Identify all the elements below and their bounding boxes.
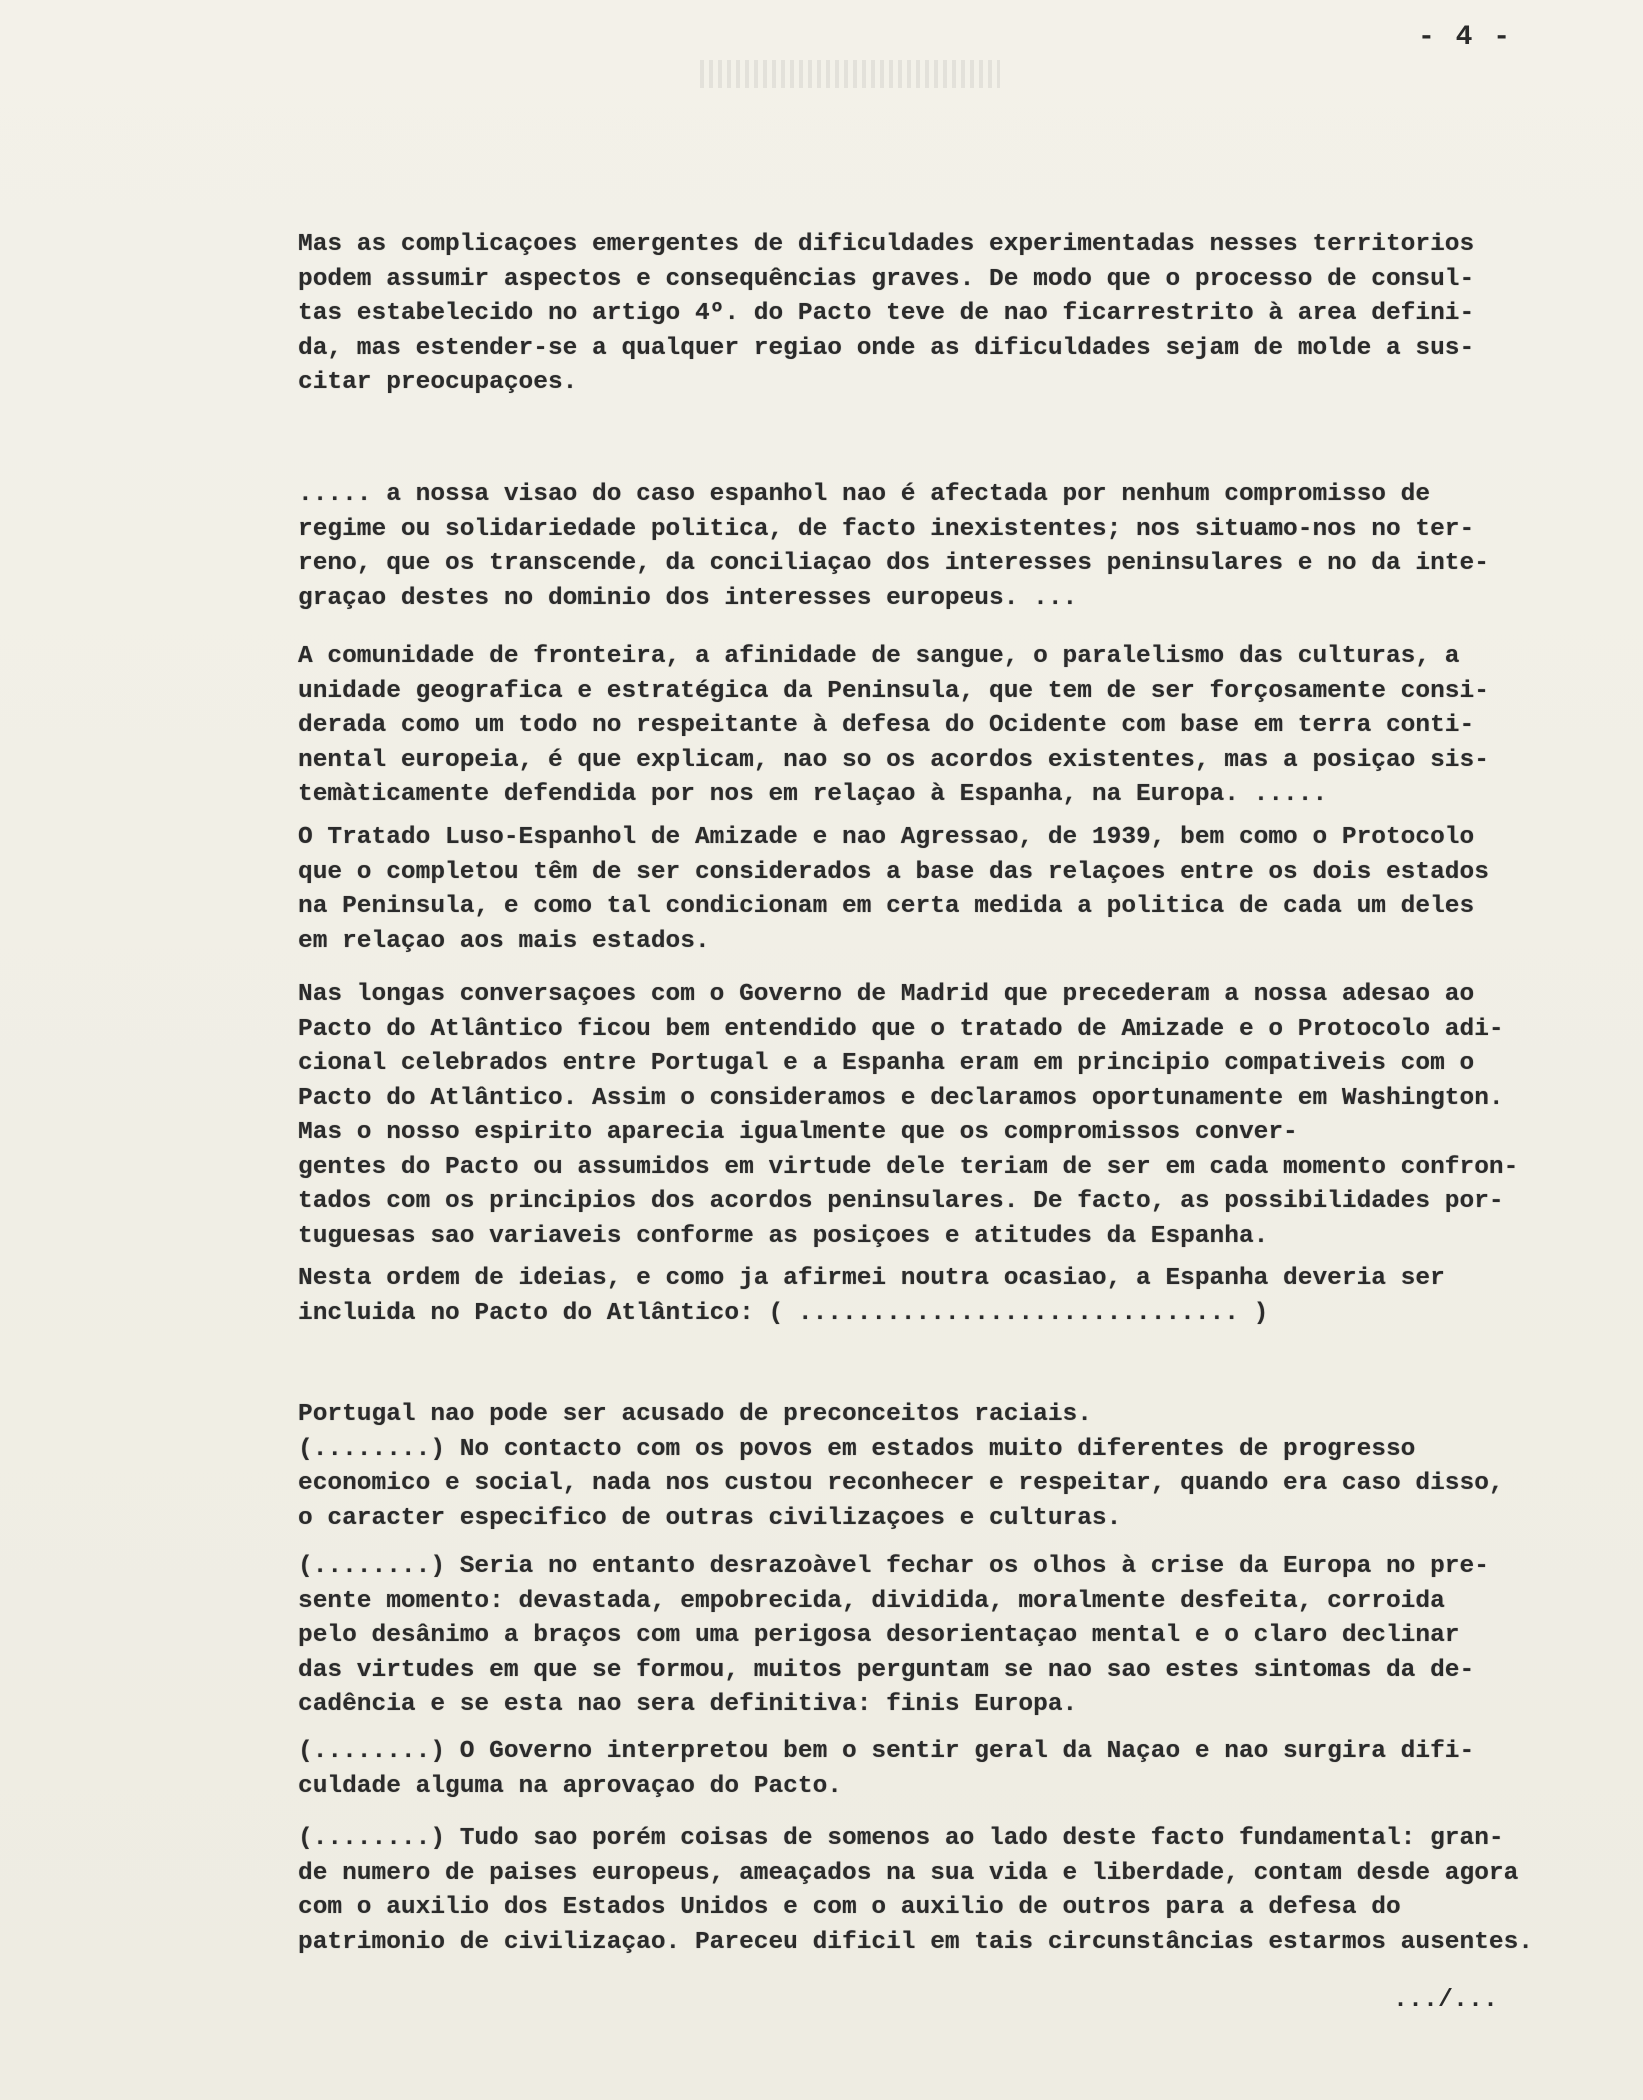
paragraph-5 [298,978,1608,1254]
text-line: tados com os principios dos acordos peninsulares. De facto, as possibilidades por- [298,1188,1504,1215]
text-line: Pacto do Atlântico. Assim o consideramos e declaramos oportunamente em Washington. [298,1084,1504,1112]
text-line: com o auxilio dos Estados Unidos e com o auxilio de outros para a defesa do [298,1894,1401,1921]
faint-stamp-mark [700,60,1000,88]
text-line: (........) Seria no entanto desrazoàvel fechar os olhos à crise da Europa no pre- [298,1553,1489,1580]
text-line: nental europeia, é que explicam, nao so os acordos existentes, mas a posiçao sis- [298,746,1489,774]
text-line: das virtudes em que se formou, muitos perguntam se nao sao estes sintomas da de- [298,1656,1475,1684]
text-line: tas estabelecido no artigo 4º. do Pacto teve de nao ficarrestrito à area defini- [298,300,1475,327]
text-line: graçao destes no dominio dos interesses europeus. ... [298,584,1078,612]
text-line: incluida no Pacto do Atlântico: ( .............................. ) [298,1299,1269,1327]
text-line: temàticamente defendida por nos em relaçao à Espanha, na Europa. ..... [298,781,1328,808]
paragraph-10 [298,1822,1608,1960]
text-line: derada como um todo no respeitante à defesa do Ocidente com base em terra conti- [298,712,1475,739]
paragraph-2 [298,478,1608,616]
text-line: patrimonio de civilizaçao. Pareceu dificil em tais circunstâncias estarmos ausentes. [298,1928,1534,1956]
text-line: da, mas estender-se a qualquer regiao onde as dificuldades sejam de molde a sus- [298,334,1475,362]
text-line: O Tratado Luso-Espanhol de Amizade e nao Agressao, de 1939, bem como o Protocolo [298,824,1475,851]
paragraph-8 [298,1550,1608,1723]
paragraph-7 [298,1398,1608,1536]
paragraph-1 [298,228,1608,401]
paragraph-3 [298,640,1608,813]
text-line: regime ou solidariedade politica, de facto inexistentes; nos situamo-nos no ter- [298,515,1475,543]
text-line: gentes do Pacto ou assumidos em virtude dele teriam de ser em cada momento confron- [298,1153,1519,1181]
text-line: Portugal nao pode ser acusado de preconceitos raciais. [298,1401,1092,1428]
text-line: pelo desânimo a braços com uma perigosa desorientaçao mental e o claro declinar [298,1622,1460,1649]
text-line: que o completou têm de ser considerados a base das relaçoes entre os dois estados [298,858,1489,886]
text-line: economico e social, nada nos custou reconhecer e respeitar, quando era caso disso, [298,1470,1504,1497]
text-line: de numero de paises europeus, ameaçados na sua vida e liberdade, contam desde agora [298,1859,1519,1887]
paragraph-9 [298,1735,1608,1804]
paragraph-4 [298,821,1608,959]
text-line: Nas longas conversaçoes com o Governo de Madrid que precederam a nossa adesao ao [298,981,1475,1008]
text-line: unidade geografica e estratégica da Peninsula, que tem de ser forçosamente consi- [298,677,1489,705]
text-line: reno, que os transcende, da conciliaçao dos interesses peninsulares e no da inte- [298,550,1489,577]
text-line: sente momento: devastada, empobrecida, dividida, moralmente desfeita, corroida [298,1587,1445,1615]
text-line: podem assumir aspectos e consequências graves. De modo que o processo de consul- [298,265,1475,293]
text-line: (........) O Governo interpretou bem o sentir geral da Naçao e nao surgira difi- [298,1738,1475,1765]
text-line: (........) No contacto com os povos em estados muito diferentes de progresso [298,1435,1416,1463]
text-line: cional celebrados entre Portugal e a Espanha eram em principio compativeis com o [298,1050,1475,1077]
paragraph-6 [298,1262,1608,1331]
continuation-mark: .../... [1393,1985,1499,2014]
page-number: - 4 - [1418,22,1513,53]
text-line: Pacto do Atlântico ficou bem entendido que o tratado de Amizade e o Protocolo adi- [298,1015,1504,1043]
text-line: citar preocupaçoes. [298,369,578,396]
text-line: Nesta ordem de ideias, e como ja afirmei noutra ocasiao, a Espanha deveria ser [298,1265,1445,1292]
text-line: culdade alguma na aprovaçao do Pacto. [298,1772,842,1800]
text-line: Mas o nosso espirito aparecia igualmente que os compromissos conver- [298,1119,1298,1146]
text-line: cadência e se esta nao sera definitiva: finis Europa. [298,1691,1078,1718]
text-line: o caracter especifico de outras civilizaçoes e culturas. [298,1504,1122,1532]
text-line: ..... a nossa visao do caso espanhol nao é afectada por nenhum compromisso de [298,481,1431,508]
text-line: em relaçao aos mais estados. [298,927,710,955]
text-line: na Peninsula, e como tal condicionam em certa medida a politica de cada um deles [298,893,1475,920]
text-line: Mas as complicaçoes emergentes de dificuldades experimentadas nesses territorios [298,231,1475,258]
text-line: tuguesas sao variaveis conforme as posiçoes e atitudes da Espanha. [298,1222,1269,1250]
text-line: (........) Tudo sao porém coisas de somenos ao lado deste facto fundamental: gran- [298,1825,1504,1852]
text-line: A comunidade de fronteira, a afinidade de sangue, o paralelismo das culturas, a [298,643,1460,670]
